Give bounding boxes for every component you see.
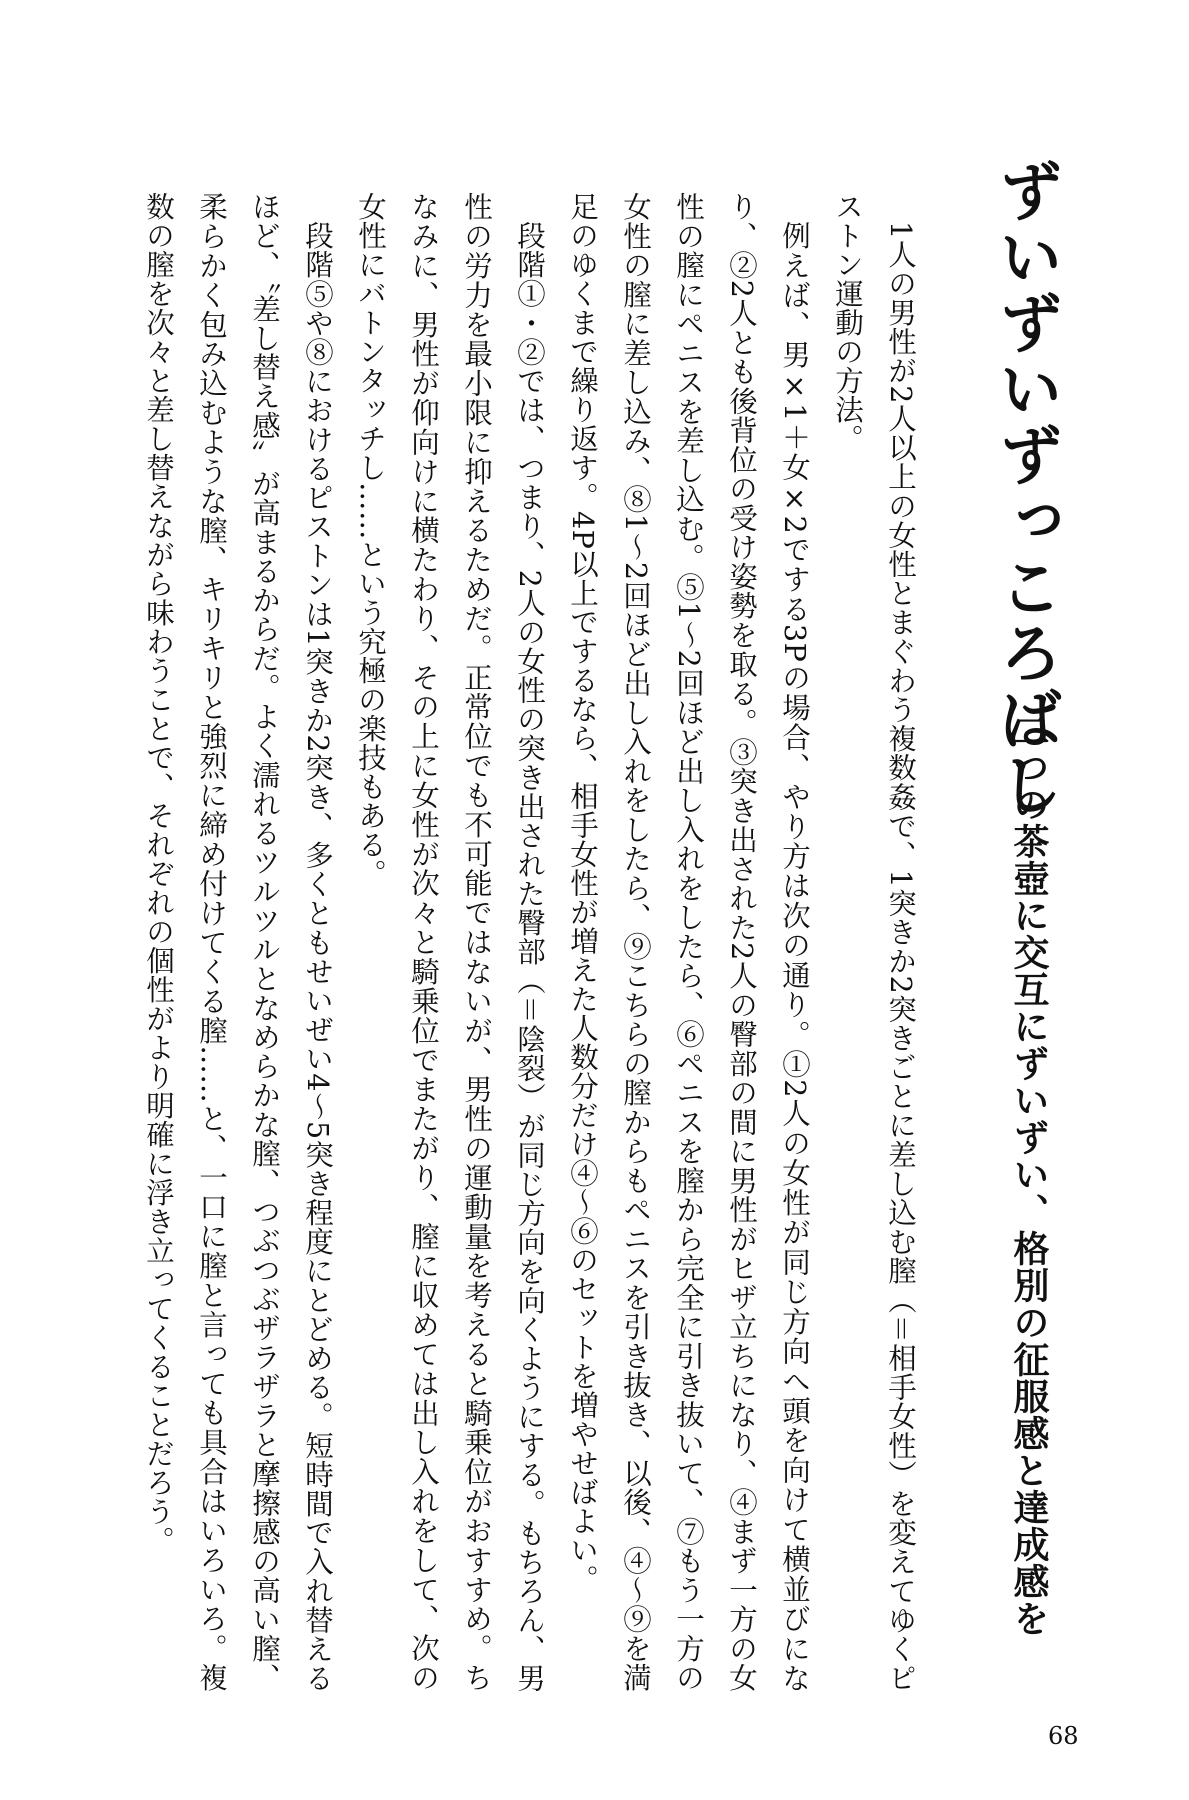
- paragraph: 段階①・②では、つまり、2人の女性の突き出された臀部（＝陰裂）が同じ方向を向くようにする。もちろん、男性の労力を最小限に抑えるためだ。正常位でも不可能ではないが、男性の運動量を考えると騎乗位がおすすめ。ちなみに、男性が仰向けに横たわり、その上に女性が次々と騎乗位でまたがり、膣に収めては出し入れをして、次の女性にバトンタッチし……という究極の楽技もある。: [354, 192, 546, 1693]
- page-title: ずいずいずっころばし: [988, 158, 1062, 818]
- paragraph: 1人の男性が2人以上の女性とまぐわう複数姦で、1突きか2突きごとに差し込む膣（＝相手女性）を変えてゆくピストン運動の方法。: [831, 192, 917, 1692]
- paragraph: 段階⑤や⑧におけるピストンは1突きか2突き、多くともせいぜい4～5突き程度にとどめる。短時間で入れ替えるほど、〝差し替え感〟が高まるからだ。よく濡れるツルツルとなめらかな膣、つぶつぶザラザラと摩擦感の高い膣、柔らかく包み込むような膣、キリキリと強烈に締め付けてくる膣……と、一口に膣と言っても具合はいろいろ。複数の膣を次々と差し替えながら味わうことで、それぞれの個性がより明確に浮き立ってくることだろう。: [142, 192, 334, 1693]
- page-subtitle: 二つの茶壺に交互にずいずい、格別の征服感と達成感を: [1008, 712, 1049, 1637]
- body-text: [142, 192, 927, 1693]
- page-number: 68: [1048, 1722, 1079, 1750]
- paragraph: 例えば、男×1＋女×2でする3Pの場合、やり方は次の通り。①2人の女性が同じ方向へ頭を向けて横並びになり、②2人とも後背位の受け姿勢を取る。③突き出された2人の臀部の間に男性がヒザ立ちになり、④まず一方の女性の膣にペニスを差し込む。⑤1～2回ほど出し入れをしたら、⑥ペニスを膣から完全に引き抜いて、⑦もう一方の女性の膣に差し込み、⑧1～2回ほど出し入れをしたら、⑨こちらの膣からもペニスを引き抜き、以後、④～⑨を満足のゆくまで繰り返す。4P以上でするなら、相手女性が増えた人数分だけ④～⑥のセットを増やせばよい。: [566, 192, 811, 1692]
